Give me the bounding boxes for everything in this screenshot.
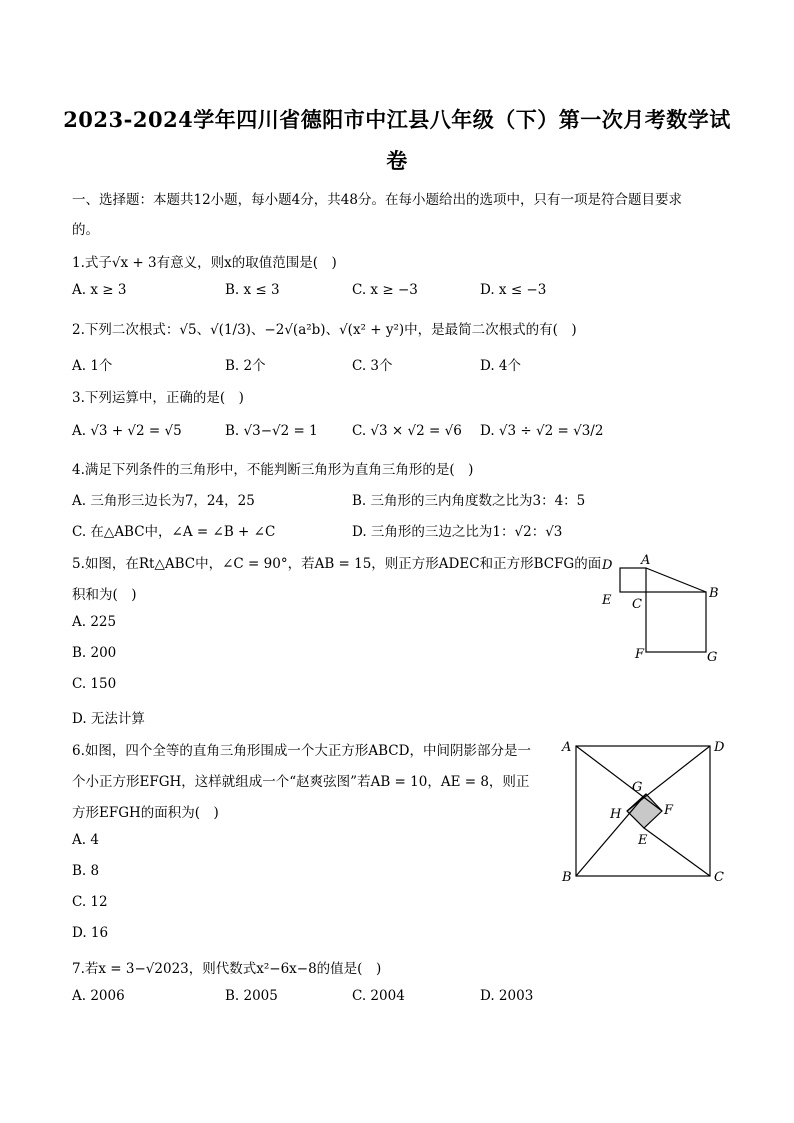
- question-5-option-c: C. 150: [72, 676, 117, 692]
- question-1-option-a: A. x ≥ 3: [72, 282, 127, 298]
- question-6-stem-line2: 个小正方形EFGH，这样就组成一个“赵爽弦图”若AB = 10，AE = 8，则正: [72, 774, 530, 790]
- label-g: G: [632, 780, 643, 795]
- question-2-option-d: D. 4个: [480, 358, 522, 374]
- question-5-option-b: B. 200: [72, 645, 117, 661]
- question-7-option-c: C. 2004: [352, 988, 405, 1004]
- exam-title-line2: 卷: [386, 148, 408, 173]
- section-heading-line2: 的。: [72, 222, 99, 238]
- question-3-option-b: B. √3−√2 = 1: [225, 423, 318, 439]
- question-5-option-a: A. 225: [72, 614, 117, 630]
- question-6-option-c: C. 12: [72, 894, 108, 910]
- line-a-f: [576, 746, 662, 811]
- question-3-stem: 3.下列运算中，正确的是( ): [72, 390, 244, 406]
- question-4-option-c: C. 在△ABC中，∠A = ∠B + ∠C: [72, 524, 276, 540]
- question-2-option-c: C. 3个: [352, 358, 393, 374]
- question-3-option-c: C. √3 × √2 = √6: [352, 423, 462, 439]
- question-4-option-d: D. 三角形的三边之比为1：√2：√3: [352, 524, 563, 540]
- question-4-option-a: A. 三角形三边长为7，24，25: [72, 493, 255, 509]
- exam-title-line1: 2023-2024学年四川省德阳市中江县八年级（下）第一次月考数学试: [63, 107, 731, 132]
- question-5-option-d: D. 无法计算: [72, 711, 145, 727]
- question-7-option-b: B. 2005: [225, 988, 278, 1004]
- question-2-stem: 2.下列二次根式：√5、√(1/3)、−2√(a²b)、√(x² + y²)中，是最简二次根式的有( ): [72, 322, 577, 338]
- label-d: D: [602, 558, 613, 573]
- section-heading-line1: 一、选择题：本题共12小题，每小题4分，共48分。在每小题给出的选项中，只有一项是符合题目要求: [72, 192, 682, 208]
- question-1-stem: 1.式子√x + 3有意义，则x的取值范围是( ): [72, 255, 337, 271]
- question-5-figure: [596, 552, 726, 667]
- label-c: C: [632, 597, 642, 612]
- question-7-option-d: D. 2003: [480, 988, 534, 1004]
- line-c-e: [644, 828, 710, 876]
- question-5-stem-line2: 积和为( ): [72, 587, 137, 603]
- question-3-option-a: A. √3 + √2 = √5: [72, 423, 182, 439]
- label-f: F: [635, 647, 645, 662]
- question-2-option-b: B. 2个: [225, 358, 266, 374]
- label-e: E: [602, 593, 612, 608]
- label-c: C: [714, 870, 724, 885]
- square-adec: [620, 568, 646, 592]
- question-3-option-d: D. √3 ÷ √2 = √3/2: [480, 423, 604, 439]
- label-b: B: [562, 870, 572, 885]
- label-b: B: [709, 586, 719, 601]
- question-5-stem-line1: 5.如图，在Rt△ABC中，∠C = 90°，若AB = 15，则正方形ADEC和正方形BCFG的面: [72, 556, 602, 572]
- question-6-option-a: A. 4: [72, 832, 99, 848]
- label-g: G: [707, 650, 718, 665]
- question-6-option-d: D. 16: [72, 925, 109, 941]
- label-h: H: [610, 807, 622, 822]
- label-a: A: [562, 740, 572, 755]
- label-f: F: [664, 803, 674, 818]
- label-d: D: [714, 740, 725, 755]
- question-4-stem: 4.满足下列条件的三角形中，不能判断三角形为直角三角形的是( ): [72, 462, 474, 478]
- question-4-option-b: B. 三角形的三内角度数之比为3：4：5: [352, 493, 586, 509]
- label-a: A: [641, 553, 651, 568]
- square-bcfg: [646, 592, 706, 652]
- question-6-option-b: B. 8: [72, 863, 100, 879]
- question-6-figure: [556, 736, 728, 886]
- question-6-stem-line3: 方形EFGH的面积为( ): [72, 805, 219, 821]
- segment-ab: [646, 568, 706, 592]
- question-6-stem-line1: 6.如图，四个全等的直角三角形围成一个大正方形ABCD，中间阴影部分是一: [72, 743, 531, 759]
- label-e: E: [638, 833, 648, 848]
- question-2-option-a: A. 1个: [72, 358, 113, 374]
- question-1-option-d: D. x ≤ −3: [480, 282, 547, 298]
- question-7-option-a: A. 2006: [72, 988, 125, 1004]
- question-1-option-b: B. x ≤ 3: [225, 282, 280, 298]
- question-7-stem: 7.若x = 3−√2023，则代数式x²−6x−8的值是( ): [72, 961, 382, 977]
- question-1-option-c: C. x ≥ −3: [352, 282, 418, 298]
